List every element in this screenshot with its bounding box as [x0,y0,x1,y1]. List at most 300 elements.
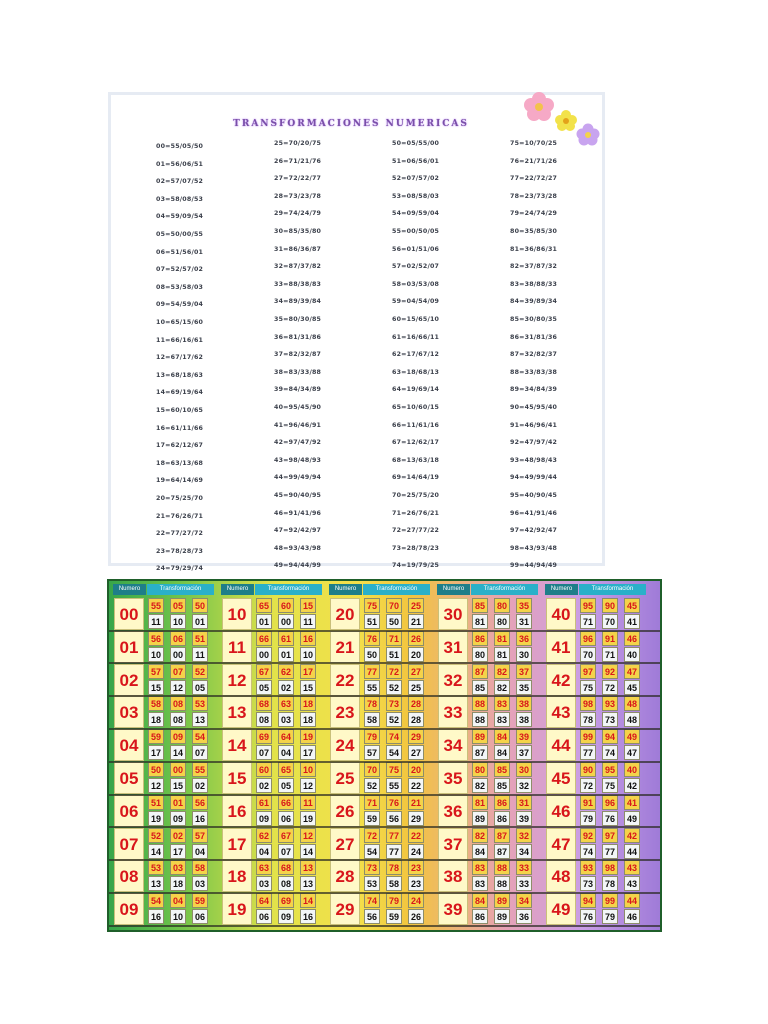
transform-value-red: 57 [148,664,164,679]
list-entry: 55=00/50/05 [392,228,440,235]
transform-value-red: 40 [624,762,640,777]
transform-value-red: 01 [170,795,186,810]
transform-value-red: 18 [300,696,316,711]
transform-value-black: 07 [278,844,294,859]
transform-value-black: 03 [256,876,272,891]
grid-number: 05 [114,762,144,794]
transform-value-red: 97 [580,664,596,679]
transform-value-red: 39 [516,729,532,744]
transform-value-black: 36 [516,909,532,924]
list-entry: 70=25/75/20 [392,492,440,499]
grid-number: 06 [114,795,144,827]
grid-number: 01 [114,631,144,663]
list-entry: 27=72/22/77 [274,175,322,183]
transform-value-black: 57 [364,745,380,760]
transform-value-black: 40 [624,647,640,662]
transform-value-red: 83 [472,860,488,875]
list-entry: 43=98/48/93 [274,456,322,464]
transform-value-black: 15 [148,680,164,695]
list-entry: 34=89/39/84 [274,298,322,306]
transform-value-black: 52 [386,712,402,727]
transform-value-red: 62 [278,664,294,679]
list-entry: 24=79/29/74 [156,565,204,573]
transform-value-black: 06 [256,909,272,924]
grid-number: 35 [438,762,468,794]
list-entry: 98=43/93/48 [510,544,558,552]
transform-value-red: 60 [278,598,294,613]
list-entry: 33=88/38/83 [274,280,322,288]
transform-value-red: 58 [192,860,208,875]
transform-value-red: 46 [624,631,640,646]
list-entry: 30=85/35/80 [274,228,322,235]
row-divider [109,630,660,632]
transform-value-red: 63 [256,860,272,875]
list-entry: 65=10/60/15 [392,404,440,411]
transform-value-red: 63 [278,696,294,711]
list-entry: 97=42/92/47 [510,527,558,535]
transform-value-red: 00 [170,762,186,777]
list-entry: 25=70/20/75 [274,140,322,147]
list-entry: 36=81/31/86 [274,333,322,341]
list-entry: 11=66/16/61 [156,336,204,344]
transform-value-red: 88 [494,860,510,875]
transform-value-black: 02 [278,680,294,695]
transform-value-red: 48 [624,696,640,711]
grid-number: 18 [222,860,252,892]
header-transformacion: Transformación [471,584,538,595]
transform-value-red: 58 [148,696,164,711]
list-entry: 12=67/17/62 [156,354,204,362]
grid-number: 02 [114,664,144,696]
transform-value-red: 66 [278,795,294,810]
list-entry: 94=49/99/44 [510,474,558,482]
list-entry: 96=41/91/46 [510,509,558,517]
transform-value-red: 28 [408,696,424,711]
list-entry: 38=83/33/88 [274,368,322,376]
transform-value-black: 37 [516,745,532,760]
transform-value-red: 37 [516,664,532,679]
transform-value-red: 95 [602,762,618,777]
transform-value-red: 13 [300,860,316,875]
transform-value-black: 17 [300,745,316,760]
list-entry: 47=92/42/97 [274,527,322,535]
row-divider [109,925,660,927]
transform-value-black: 17 [170,844,186,859]
transform-value-red: 82 [472,828,488,843]
transform-value-red: 76 [364,631,380,646]
transform-value-red: 51 [148,795,164,810]
transform-value-black: 10 [148,647,164,662]
transform-value-black: 83 [494,712,510,727]
transform-value-red: 59 [148,729,164,744]
list-entry: 29=74/24/79 [274,210,322,218]
list-entry: 56=01/51/06 [392,245,440,253]
transform-value-black: 47 [624,745,640,760]
transform-value-black: 28 [408,712,424,727]
transform-value-red: 70 [386,598,402,613]
transform-value-black: 88 [472,712,488,727]
transform-value-black: 03 [278,712,294,727]
transform-value-black: 46 [624,909,640,924]
list-entry: 46=91/41/96 [274,509,322,517]
list-entry: 77=22/72/27 [510,175,558,183]
transform-value-red: 15 [300,598,316,613]
transform-value-red: 66 [256,631,272,646]
transform-value-black: 85 [494,778,510,793]
transform-value-black: 09 [278,909,294,924]
transform-value-red: 86 [494,795,510,810]
transform-value-black: 23 [408,876,424,891]
list-entry: 93=48/98/43 [510,456,558,464]
transform-value-black: 33 [516,876,532,891]
transform-value-red: 45 [624,598,640,613]
transform-value-black: 75 [580,680,596,695]
list-entry: 80=35/85/30 [510,228,558,235]
transform-value-black: 82 [472,778,488,793]
transform-value-black: 04 [256,844,272,859]
grid-number: 11 [222,631,252,663]
transform-value-red: 78 [386,860,402,875]
transform-value-black: 79 [602,909,618,924]
grid-number: 34 [438,729,468,761]
transform-value-black: 06 [192,909,208,924]
list-entry: 40=95/45/90 [274,404,322,411]
transform-value-black: 56 [364,909,380,924]
row-divider [109,892,660,894]
transform-value-black: 16 [192,811,208,826]
grid-number: 41 [546,631,576,663]
list-entry: 41=96/46/91 [274,421,322,429]
transform-value-red: 64 [278,729,294,744]
transform-value-black: 80 [472,647,488,662]
transform-value-red: 75 [386,762,402,777]
transform-value-black: 30 [516,647,532,662]
transform-value-black: 87 [494,844,510,859]
list-entry: 05=50/00/55 [156,231,204,238]
transform-value-red: 27 [408,664,424,679]
transform-value-red: 19 [300,729,316,744]
list-entry: 63=18/68/13 [392,368,440,376]
transform-value-black: 52 [364,778,380,793]
transform-value-black: 10 [170,909,186,924]
transform-value-black: 11 [192,647,208,662]
list-entry: 64=19/69/14 [392,386,440,394]
list-entry: 72=27/77/22 [392,527,440,535]
transform-value-black: 11 [300,614,316,629]
list-entry: 20=75/25/70 [156,495,204,502]
transform-value-black: 82 [494,680,510,695]
transform-value-black: 38 [516,712,532,727]
transform-value-red: 98 [580,696,596,711]
transform-value-red: 67 [256,664,272,679]
list-entry: 53=08/58/03 [392,192,440,200]
grid-number: 45 [546,762,576,794]
transform-value-black: 86 [494,811,510,826]
header-numero: Numero [221,584,254,595]
grid-number: 40 [546,598,576,630]
list-entry: 39=84/34/89 [274,386,322,394]
transform-value-red: 52 [148,828,164,843]
grid-number: 49 [546,893,576,925]
list-entry: 44=99/49/94 [274,474,322,482]
transform-value-red: 51 [192,631,208,646]
grid-number: 30 [438,598,468,630]
transform-value-red: 72 [364,828,380,843]
list-entry: 67=12/62/17 [392,439,440,447]
grid-number: 07 [114,828,144,860]
list-entry: 45=90/40/95 [274,492,322,499]
transform-value-red: 71 [386,631,402,646]
transform-value-black: 71 [602,647,618,662]
row-divider [109,859,660,861]
transform-value-black: 09 [256,811,272,826]
list-entry: 60=15/65/10 [392,316,440,323]
transform-value-red: 35 [516,598,532,613]
transform-value-black: 08 [170,712,186,727]
transform-value-black: 52 [386,680,402,695]
transform-value-red: 73 [364,860,380,875]
transform-value-red: 61 [256,795,272,810]
grid-number: 20 [330,598,360,630]
transform-value-red: 90 [602,598,618,613]
grid-number: 17 [222,828,252,860]
grid-number: 09 [114,893,144,925]
list-entry: 49=94/44/99 [274,562,322,570]
list-entry: 58=03/53/08 [392,280,440,288]
transform-value-black: 86 [472,909,488,924]
list-entry: 23=78/28/73 [156,547,204,555]
transform-value-black: 18 [148,712,164,727]
list-entry: 84=39/89/34 [510,298,558,306]
transform-value-red: 79 [364,729,380,744]
transform-value-red: 11 [300,795,316,810]
list-entry: 09=54/59/04 [156,301,204,309]
list-entry: 26=71/21/76 [274,157,322,165]
transform-value-black: 00 [278,614,294,629]
transform-value-black: 76 [602,811,618,826]
transform-value-black: 43 [624,876,640,891]
transform-value-black: 89 [494,909,510,924]
transform-value-black: 76 [580,909,596,924]
transform-value-black: 44 [624,844,640,859]
list-entry: 69=14/64/19 [392,474,440,482]
list-entry: 22=77/27/72 [156,530,204,538]
transform-value-black: 58 [364,712,380,727]
transform-value-red: 68 [278,860,294,875]
transform-value-red: 53 [148,860,164,875]
transform-value-red: 77 [364,664,380,679]
list-entry: 92=47/97/42 [510,439,558,447]
transform-value-red: 87 [494,828,510,843]
transform-value-black: 88 [494,876,510,891]
transform-value-red: 54 [192,729,208,744]
list-entry: 13=68/18/63 [156,371,204,379]
transform-value-red: 34 [516,893,532,908]
list-entry: 54=09/59/04 [392,210,440,218]
transform-value-red: 33 [516,860,532,875]
transform-value-black: 00 [256,647,272,662]
grid-number: 27 [330,828,360,860]
list-entry: 31=86/36/87 [274,245,322,253]
transform-value-red: 56 [192,795,208,810]
transform-value-red: 61 [278,631,294,646]
grid-number: 19 [222,893,252,925]
transform-value-black: 04 [192,844,208,859]
transform-value-black: 77 [602,844,618,859]
transform-value-black: 74 [602,745,618,760]
transform-value-red: 50 [192,598,208,613]
list-entry: 76=21/71/26 [510,157,558,165]
transform-value-black: 03 [192,876,208,891]
list-entry: 03=58/08/53 [156,195,204,203]
list-entry: 50=05/55/00 [392,140,440,147]
header-transformacion: Transformación [255,584,322,595]
transform-value-red: 24 [408,893,424,908]
transform-value-red: 62 [256,828,272,843]
transform-value-black: 55 [364,680,380,695]
grid-number: 23 [330,696,360,728]
transform-value-red: 77 [386,828,402,843]
transform-value-red: 99 [602,893,618,908]
transform-value-black: 25 [408,680,424,695]
grid-number: 37 [438,828,468,860]
transform-value-black: 18 [300,712,316,727]
transform-value-red: 96 [602,795,618,810]
transform-value-red: 82 [494,664,510,679]
transform-value-black: 08 [278,876,294,891]
transform-value-red: 97 [602,828,618,843]
transform-value-black: 81 [494,647,510,662]
transform-value-red: 02 [170,828,186,843]
transform-value-red: 32 [516,828,532,843]
list-entry: 17=62/12/67 [156,442,204,450]
transform-value-red: 31 [516,795,532,810]
list-entry: 78=23/73/28 [510,192,558,200]
transform-value-red: 88 [472,696,488,711]
transform-value-black: 84 [472,844,488,859]
transform-value-red: 17 [300,664,316,679]
transform-value-red: 08 [170,696,186,711]
list-entry: 74=19/79/25 [392,562,440,570]
grid-number: 10 [222,598,252,630]
transform-value-red: 20 [408,762,424,777]
list-entry: 99=44/94/49 [510,562,558,570]
grid-number: 47 [546,828,576,860]
list-entry: 57=02/52/07 [392,263,440,271]
transform-value-black: 78 [602,876,618,891]
list-entry: 90=45/95/40 [510,404,558,411]
transform-value-red: 86 [472,631,488,646]
transform-value-black: 41 [624,614,640,629]
transform-value-black: 70 [580,647,596,662]
list-entry: 35=80/30/85 [274,316,322,323]
transform-value-red: 43 [624,860,640,875]
transform-value-black: 54 [386,745,402,760]
list-entry: 08=53/58/03 [156,283,204,291]
transform-value-red: 05 [170,598,186,613]
transform-value-black: 74 [580,844,596,859]
transform-value-red: 54 [148,893,164,908]
transform-value-black: 16 [148,909,164,924]
transform-value-red: 81 [472,795,488,810]
transform-value-black: 26 [408,909,424,924]
transform-value-black: 08 [256,712,272,727]
transform-value-black: 13 [300,876,316,891]
grid-number: 36 [438,795,468,827]
grid-number: 39 [438,893,468,925]
transform-value-red: 68 [256,696,272,711]
transform-value-red: 12 [300,828,316,843]
transform-value-red: 38 [516,696,532,711]
transform-value-black: 45 [624,680,640,695]
transform-value-black: 73 [602,712,618,727]
list-entry: 48=93/43/98 [274,544,322,552]
row-divider [109,826,660,828]
transform-value-black: 22 [408,778,424,793]
list-entry: 14=69/19/64 [156,389,204,397]
transform-value-black: 84 [494,745,510,760]
grid-number: 12 [222,664,252,696]
list-entry: 21=76/26/71 [156,512,204,520]
transform-value-black: 15 [170,778,186,793]
list-entry: 89=34/84/39 [510,386,558,394]
transform-value-red: 57 [192,828,208,843]
transform-value-black: 19 [148,811,164,826]
list-entry: 83=38/88/33 [510,280,558,288]
transform-value-black: 50 [386,614,402,629]
transform-value-black: 18 [170,876,186,891]
transform-value-black: 14 [148,844,164,859]
grid-number: 25 [330,762,360,794]
transform-value-black: 42 [624,778,640,793]
transform-value-black: 70 [602,614,618,629]
transform-value-black: 05 [192,680,208,695]
transform-value-black: 12 [300,778,316,793]
transform-value-black: 31 [516,614,532,629]
transform-value-black: 34 [516,844,532,859]
list-entry: 06=51/56/01 [156,248,204,256]
transform-value-black: 73 [580,876,596,891]
list-entry: 42=97/47/92 [274,439,322,447]
list-entry: 16=61/11/66 [156,424,204,432]
transform-value-black: 07 [256,745,272,760]
header-transformacion: Transformación [147,584,214,595]
header-transformacion: Transformación [363,584,430,595]
list-entry: 32=87/37/82 [274,263,322,271]
transform-value-red: 92 [580,828,596,843]
transform-value-black: 14 [170,745,186,760]
transform-value-red: 10 [300,762,316,777]
grid-number: 42 [546,664,576,696]
transform-value-black: 12 [170,680,186,695]
transform-value-red: 71 [364,795,380,810]
list-entry: 01=56/06/51 [156,160,204,168]
transform-value-red: 85 [494,762,510,777]
header-numero: Numero [545,584,578,595]
transform-value-red: 53 [192,696,208,711]
transform-value-red: 74 [386,729,402,744]
transform-value-black: 59 [364,811,380,826]
grid-number: 03 [114,696,144,728]
transform-value-black: 07 [192,745,208,760]
transform-value-red: 30 [516,762,532,777]
transform-value-black: 01 [278,647,294,662]
transform-value-black: 51 [386,647,402,662]
transform-value-red: 21 [408,795,424,810]
transform-value-red: 23 [408,860,424,875]
transform-value-black: 04 [278,745,294,760]
list-entry: 15=60/10/65 [156,407,204,414]
